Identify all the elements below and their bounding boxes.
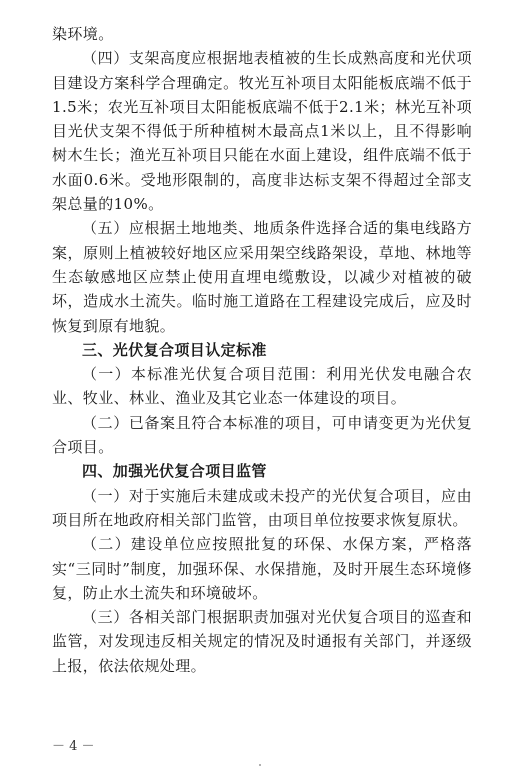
paragraph-standard-change: （二）已备案且符合本标准的项目，可申请变更为光伏复合项目。: [52, 413, 472, 457]
paragraph-supervision-unbuilt: （一）对于实施后未建成或未投产的光伏复合项目，应由项目所在地政府相关部门监管，由项目单位按要求恢复原状。: [52, 486, 472, 529]
scan-artifact-dot: [259, 764, 261, 766]
section-heading-supervision: 四、加强光伏复合项目监管: [82, 462, 267, 481]
paragraph-continuation: 染环境。: [52, 25, 114, 43]
page-number: － 4 －: [52, 739, 95, 754]
paragraph-collector-line: （五）应根据土地地类、地质条件选择合适的集电线路方案，原则上植被较好地区应采用架空线路架设，草地、林地等生态敏感地区应禁止使用直埋电缆敷设，以减少对植被的破坏，造成水土流失。临时施工道路在工程建设完成后，应及时恢复到原有地貌。: [52, 219, 472, 335]
document-body: [52, 22, 472, 678]
paragraph-standard-scope: （一）本标准光伏复合项目范围：利用光伏发电融合农业、牧业、林业、渔业及其它业态一体建设的项目。: [52, 365, 472, 408]
paragraph-supervision-three-simultaneous: （二）建设单位应按照批复的环保、水保方案，严格落实“三同时”制度，加强环保、水保措施，及时开展生态环境修复，防止水土流失和环境破坏。: [52, 535, 472, 602]
section-heading-standards: 三、光伏复合项目认定标准: [82, 340, 267, 359]
paragraph-supervision-inspection: （三）各相关部门根据职责加强对光伏复合项目的巡查和监管，对发现违反相关规定的情况及时通报有关部门，并逐级上报，依法依规处理。: [52, 608, 472, 675]
paragraph-bracket-height: （四）支架高度应根据地表植被的生长成熟高度和光伏项目建设方案科学合理确定。牧光互补项目太阳能板底端不低于1.5米；农光互补项目太阳能板底端不低于2.1米；林光互补项目光伏支架不得低于所种植树木最高点1米以上，且不得影响树木生长；渔光互补项目只能在水面上建设，组件底端不低于水面0.6米。受地形限制的，高度非达标支架不得超过全部支架总量的10%。: [52, 49, 472, 214]
